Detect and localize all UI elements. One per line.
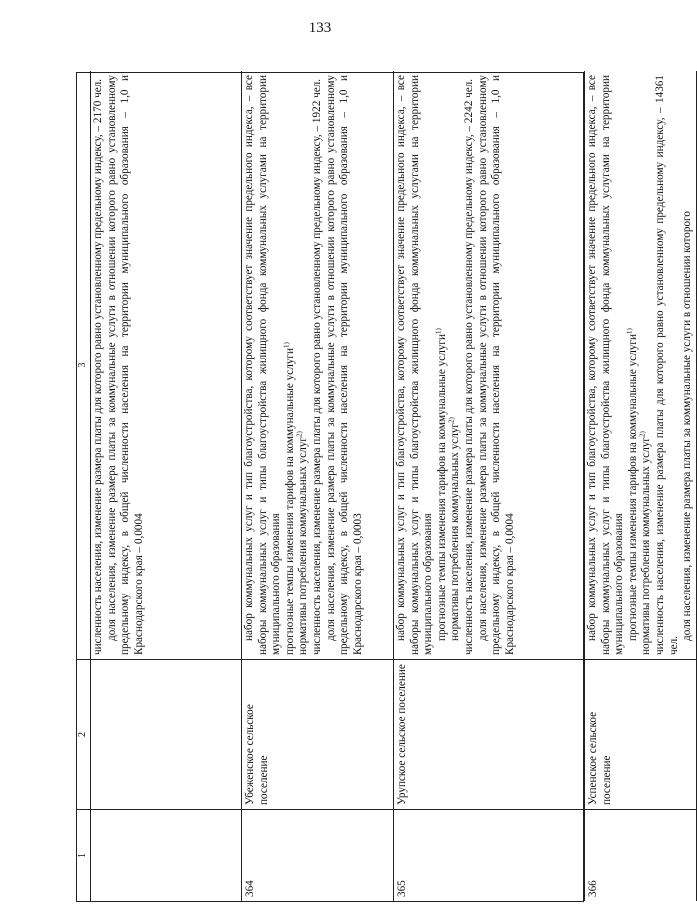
continued-desc-cell	[91, 71, 242, 659]
row-364-line-2	[284, 75, 298, 655]
row-366-line-2-text: прогнозные темпы изменения тарифов на коммунальные услуги	[626, 334, 639, 641]
page-number: 133	[308, 20, 332, 36]
continued-num-cell	[91, 809, 242, 901]
row-364-line-3-text: нормативы потребления коммунальных услуг	[297, 436, 310, 655]
row-366-desc	[585, 71, 697, 659]
header-col-2: 2	[77, 659, 91, 809]
row-365-line-2-text: прогнозные темпы изменения тарифов на коммунальные услуги	[435, 334, 448, 641]
row-366-num: 366	[585, 809, 697, 901]
row-364-line-4: численность населения, изменение размера платы для которого равно установленному предельному индексу, – 1922 чел.	[310, 78, 323, 655]
row-365-desc	[394, 71, 585, 659]
continued-name-cell	[91, 659, 242, 809]
row-365-line-5: доля населения, изменение размера платы за коммунальные услуги в отношении которого равно установленному предельному индексу, в общей численности населения на территории муниципального образования – 1,0 и Краснодарского края – 0,0004	[476, 75, 516, 655]
footnote-mark: 1)	[282, 342, 291, 349]
row-365-line-3	[449, 75, 463, 655]
header-col-3: 3	[77, 71, 91, 659]
continued-line-2: доля населения, изменение размера платы за коммунальные услуги в отношении которого равно установленному предельному индексу, в общей численности населения на территории муниципального образования – 1,0 и Краснодарского края – 0,0004	[105, 75, 145, 655]
row-365-line-2	[436, 75, 450, 655]
header-col-1: 1	[77, 809, 91, 901]
row-366-name: Успенское сельское поселение	[585, 659, 697, 809]
footnote-mark: 2)	[295, 431, 304, 437]
row-364-line-3	[297, 75, 311, 655]
row-364-line-5: доля населения, изменение размера платы за коммунальные услуги в отношении которого равно установленному предельному индексу, в общей численности населения на территории муниципального образования – 1,0 и Краснодарского края – 0,0003	[324, 75, 364, 655]
row-365-line-1: набор коммунальных услуг и тип благоустройства, которому соответствует значение предельного индекса, – все наборы коммунальных услуг и типы благоустройства жилищного фонда коммунальных услугами на территории муниципального образования	[395, 75, 435, 655]
row-366-line-5: доля населения, изменение размера платы за коммунальные услуги в отношении которого	[681, 211, 694, 641]
row-365-name: Урупское сельское поселение	[394, 659, 585, 809]
data-table	[76, 72, 694, 902]
row-366-line-1: набор коммунальных услуг и тип благоустройства, которому соответствует значение предельного индекса, – все наборы коммунальных услуг и типы благоустройства жилищного фонда коммунальных услугами на территории муниципального образования	[586, 75, 626, 655]
continued-line-1: численность населения, изменение размера платы для которого равно установленному предельному индексу, – 2170 чел.	[92, 78, 104, 655]
row-366-line-3	[640, 75, 654, 655]
footnote-mark: 2)	[638, 431, 647, 437]
row-365-line-4: численность населения, изменение размера платы для которого равно установленному предельному индексу, – 2242 чел.	[462, 78, 475, 655]
footnote-mark: 1)	[625, 328, 634, 335]
row-364-num: 364	[242, 809, 394, 901]
row-366-line-2	[627, 75, 641, 655]
row-364-desc	[242, 71, 394, 659]
row-366-line-4: численность населения, изменение размера платы для которого равно установленному предельному индексу, – 14361 чел.	[653, 75, 680, 655]
row-364-line-2-text: прогнозные темпы изменения тарифов на коммунальные услуги	[283, 348, 296, 655]
footnote-mark: 1)	[434, 328, 443, 335]
row-366-line-3-text: нормативы потребления коммунальных услуг	[640, 436, 653, 655]
footnote-mark: 2)	[447, 417, 456, 423]
row-365-line-3-text: нормативы потребления коммунальных услуг	[449, 422, 462, 641]
row-364-name: Убеженское сельское поселение	[242, 659, 394, 809]
row-364-line-1: набор коммунальных услуг и тип благоустройства, которому соответствует значение предельного индекса, – все наборы коммунальных услуг и типы благоустройства жилищного фонда коммунальных услугами на территории муниципального образования	[243, 75, 283, 655]
row-365-num: 365	[394, 809, 585, 901]
